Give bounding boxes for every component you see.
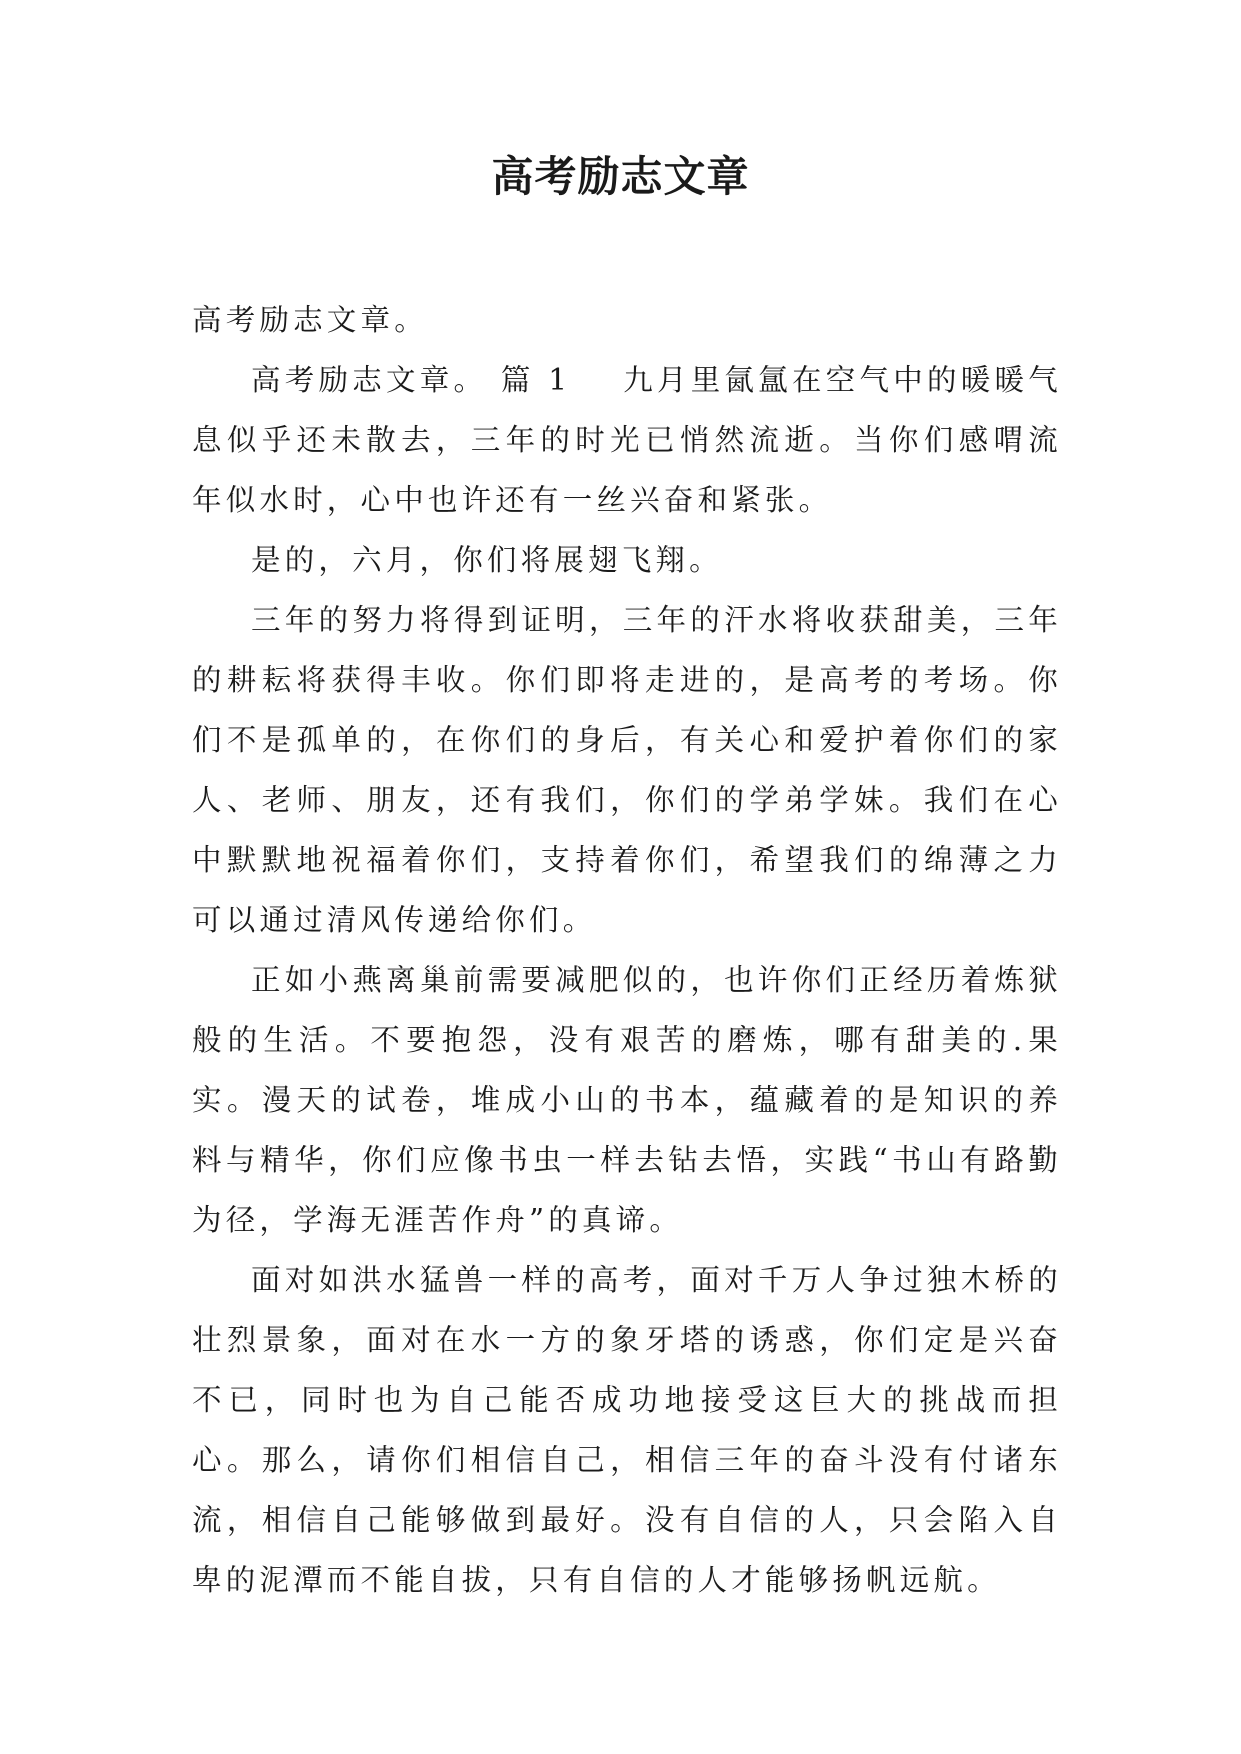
- document-body: [192, 290, 1062, 1610]
- paragraph-2: 是的，六月，你们将展翅飞翔。: [251, 543, 723, 577]
- paragraph-3: 三年的努力将得到证明，三年的汗水将收获甜美，三年的耕耘将获得丰收。你们即将走进的，是高考的考场。你们不是孤单的，在你们的身后，有关心和爱护着你们的家人、老师、朋友，还有我们，你们的学弟学妹。我们在心中默默地祝福着你们，支持着你们，希望我们的绵薄之力可以通过清风传递给你们。: [192, 603, 1062, 937]
- document-title: 高考励志文章: [491, 152, 750, 201]
- paragraph-1-text: 九月里氤氲在空气中的暖暖气息似乎还未散去，三年的时光已悄然流逝。当你们感喟流年似水时，心中也许还有一丝兴奋和紧张。: [192, 363, 1062, 517]
- section-label: 高考励志文章。 篇 1: [251, 363, 572, 397]
- intro-paragraph: 高考励志文章。: [192, 303, 428, 337]
- paragraph-4: 正如小燕离巢前需要减肥似的，也许你们正经历着炼狱般的生活。不要抱怨，没有艰苦的磨炼，哪有甜美的.果实。漫天的试卷，堆成小山的书本，蕴藏着的是知识的养料与精华，你们应像书虫一样去钻去悟，实践“书山有路勤为径，学海无涯苦作舟”的真谛。: [192, 963, 1062, 1237]
- paragraph-1: [192, 350, 1062, 530]
- paragraph-5: 面对如洪水猛兽一样的高考，面对千万人争过独木桥的壮烈景象，面对在水一方的象牙塔的诱惑，你们定是兴奋不已，同时也为自己能否成功地接受这巨大的挑战而担心。那么，请你们相信自己，相信三年的奋斗没有付诸东流，相信自己能够做到最好。没有自信的人，只会陷入自卑的泥潭而不能自拔，只有自信的人才能够扬帆远航。: [192, 1263, 1062, 1597]
